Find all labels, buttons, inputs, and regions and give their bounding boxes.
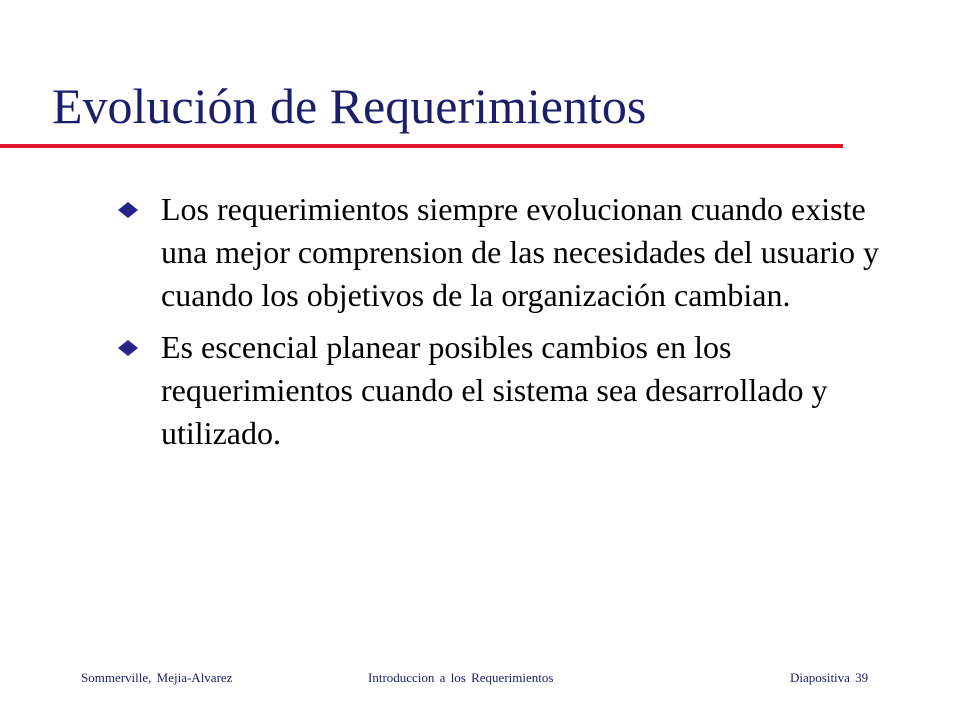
title-underline xyxy=(0,144,843,148)
bullet-text: Los requerimientos siempre evolucionan cuando existe una mejor comprension de las necesidades del usuario y cuando los objetivos de la organización cambian. xyxy=(161,191,879,313)
bullet-list xyxy=(118,188,898,455)
slide-title: Evolución de Requerimientos xyxy=(52,78,647,134)
bullet-item xyxy=(118,326,898,455)
diamond-bullet-icon xyxy=(118,340,138,356)
diamond-bullet-icon xyxy=(118,202,138,218)
footer-slide-number: Diapositiva 39 xyxy=(790,670,869,685)
bullet-item xyxy=(118,188,898,317)
bullet-text: Es escencial planear posibles cambios en los requerimientos cuando el sistema sea desarrollado y utilizado. xyxy=(161,329,828,451)
footer-course-title: Introduccion a los Requerimientos xyxy=(368,670,554,685)
footer-authors: Sommerville, Mejia-Alvarez xyxy=(81,670,233,685)
